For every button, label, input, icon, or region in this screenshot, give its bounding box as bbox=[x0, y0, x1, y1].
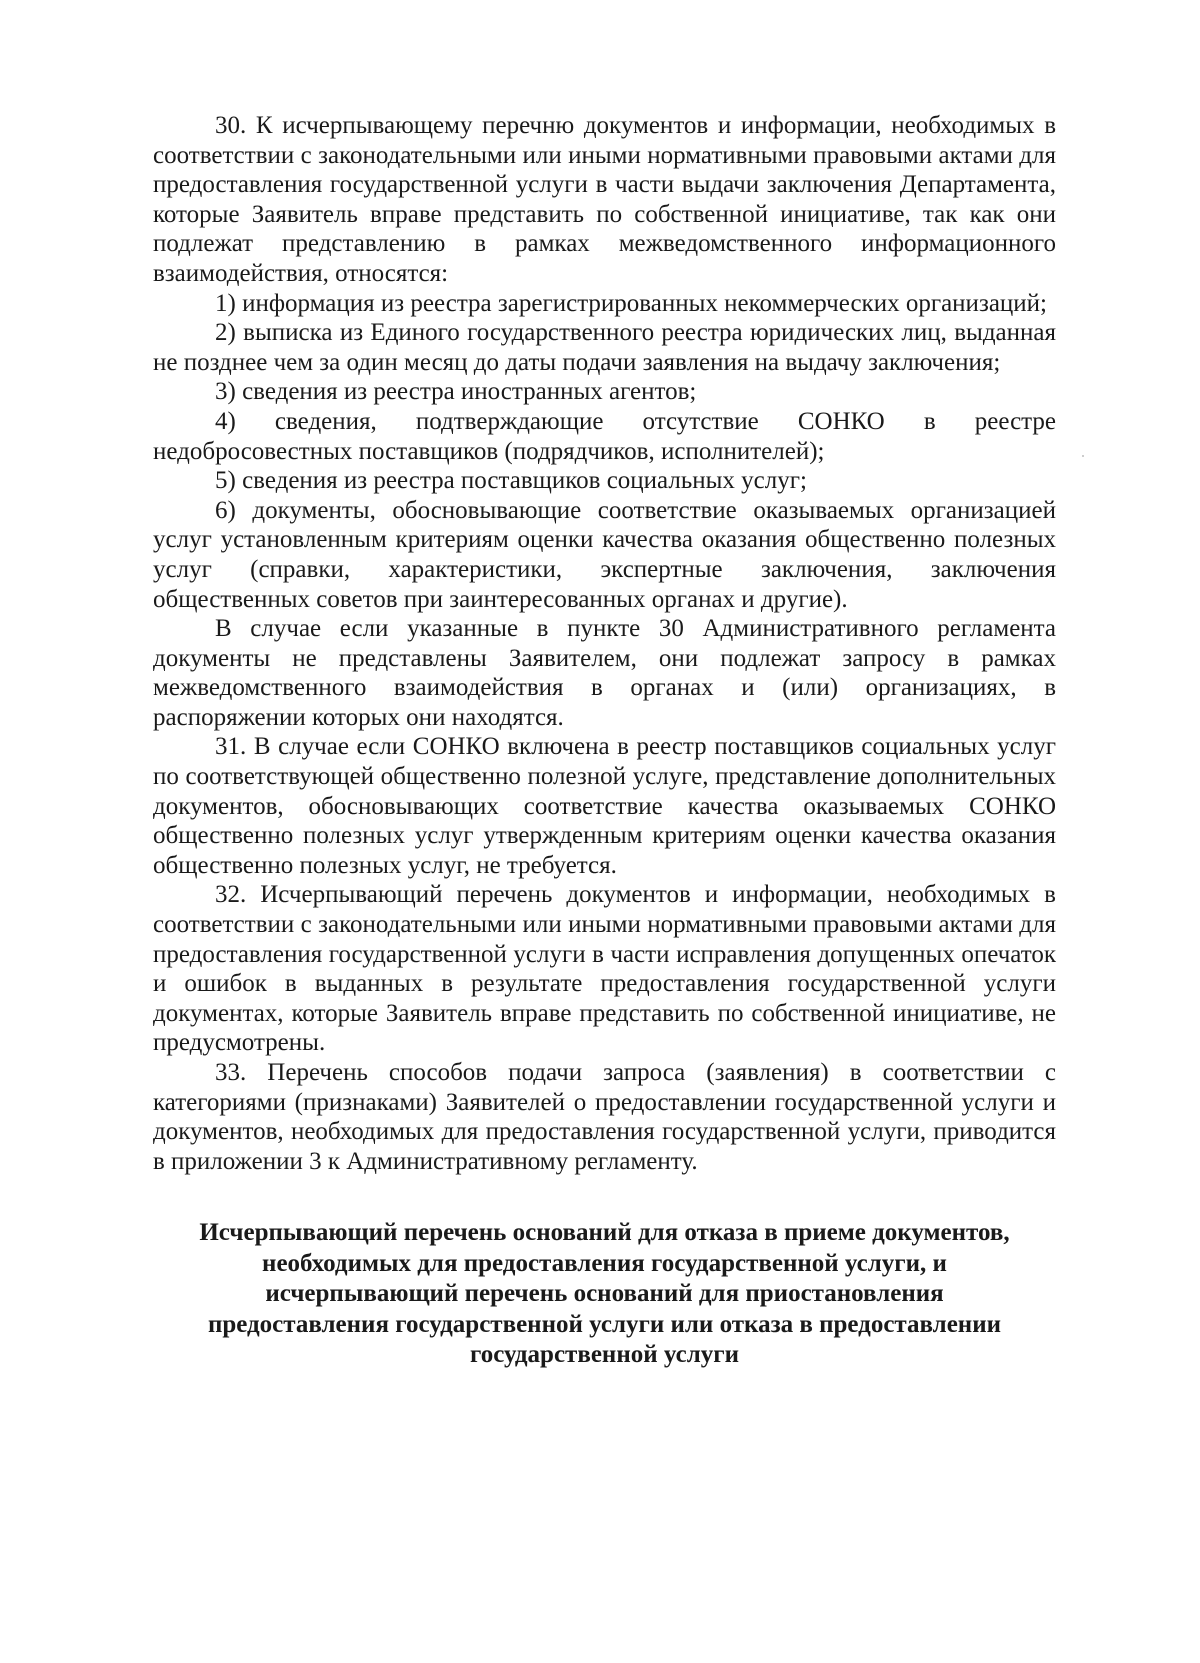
paragraph-30: 30. К исчерпывающему перечню документов и информации, необходимых в соответствии с законодательными или иными нормативными правовыми актами для предоставления государственной услуги в части выдачи заключения Департамента, которые Заявитель вправе представить по собственной инициативе, так как они подлежат представлению в рамках межведомственного информационного взаимодействия, относятся: bbox=[153, 112, 1056, 287]
section-heading bbox=[153, 1218, 1056, 1371]
list-item-2: 2) выписка из Единого государственного реестра юридических лиц, выданная не позднее чем за один месяц до даты подачи заявления на выдачу заключения; bbox=[153, 319, 1056, 376]
section-heading-line-1: Исчерпывающий перечень оснований для отказа в приеме документов, bbox=[199, 1219, 1010, 1247]
section-heading-line-2: необходимых для предоставления государственной услуги, и bbox=[262, 1249, 947, 1277]
list-item-3: 3) сведения из реестра иностранных агентов; bbox=[215, 378, 697, 406]
section-heading-line-3: исчерпывающий перечень оснований для приостановления bbox=[265, 1280, 944, 1308]
list-item-5: 5) сведения из реестра поставщиков социальных услуг; bbox=[215, 467, 807, 495]
paragraph-32: 32. Исчерпывающий перечень документов и информации, необходимых в соответствии с законодательными или иными нормативными правовыми актами для предоставления государственной услуги в части исправления допущенных опечаток и ошибок в выданных в результате предоставления государственной услуги документах, которые Заявитель вправе представить по собственной инициативе, не предусмотрены. bbox=[153, 881, 1056, 1057]
paragraph-31: 31. В случае если СОНКО включена в реестр поставщиков социальных услуг по соответствующей общественно полезной услуге, представление дополнительных документов, обосновывающих соответствие качества оказываемых СОНКО общественно полезных услуг утвержденным критериям оценки качества оказания общественно полезных услуг, не требуется. bbox=[153, 733, 1056, 879]
paragraph-33: 33. Перечень способов подачи запроса (заявления) в соответствии с категориями (признаками) Заявителей о предоставлении государственной услуги и документов, необходимых для предоставления государственной услуги, приводится в приложении 3 к Административному регламенту. bbox=[153, 1059, 1056, 1175]
list-item-6: 6) документы, обосновывающие соответствие оказываемых организацией услуг установленным критериям оценки качества оказания общественно полезных услуг (справки, характеристики, экспертные заключения, заключения общественных советов при заинтересованных органах и другие). bbox=[153, 496, 1056, 613]
section-heading-line-4: предоставления государственной услуги или отказа в предоставлении bbox=[207, 1310, 1002, 1338]
list-item-4: 4) сведения, подтверждающие отсутствие СОНКО в реестре недобросовестных поставщиков (подрядчиков, исполнителей); bbox=[153, 407, 1056, 465]
scan-speck bbox=[1082, 455, 1084, 457]
paragraph-30-note: В случае если указанные в пункте 30 Административного регламента документы не представлены Заявителем, они подлежат запросу в рамках межведомственного взаимодействия в органах и (или) организациях, в распоряжении которых они находятся. bbox=[153, 615, 1056, 731]
list-item-1: 1) информация из реестра зарегистрированных некоммерческих организаций; bbox=[215, 289, 1047, 317]
document-body bbox=[153, 111, 1056, 1176]
section-heading-line-5: государственной услуги bbox=[469, 1341, 740, 1369]
